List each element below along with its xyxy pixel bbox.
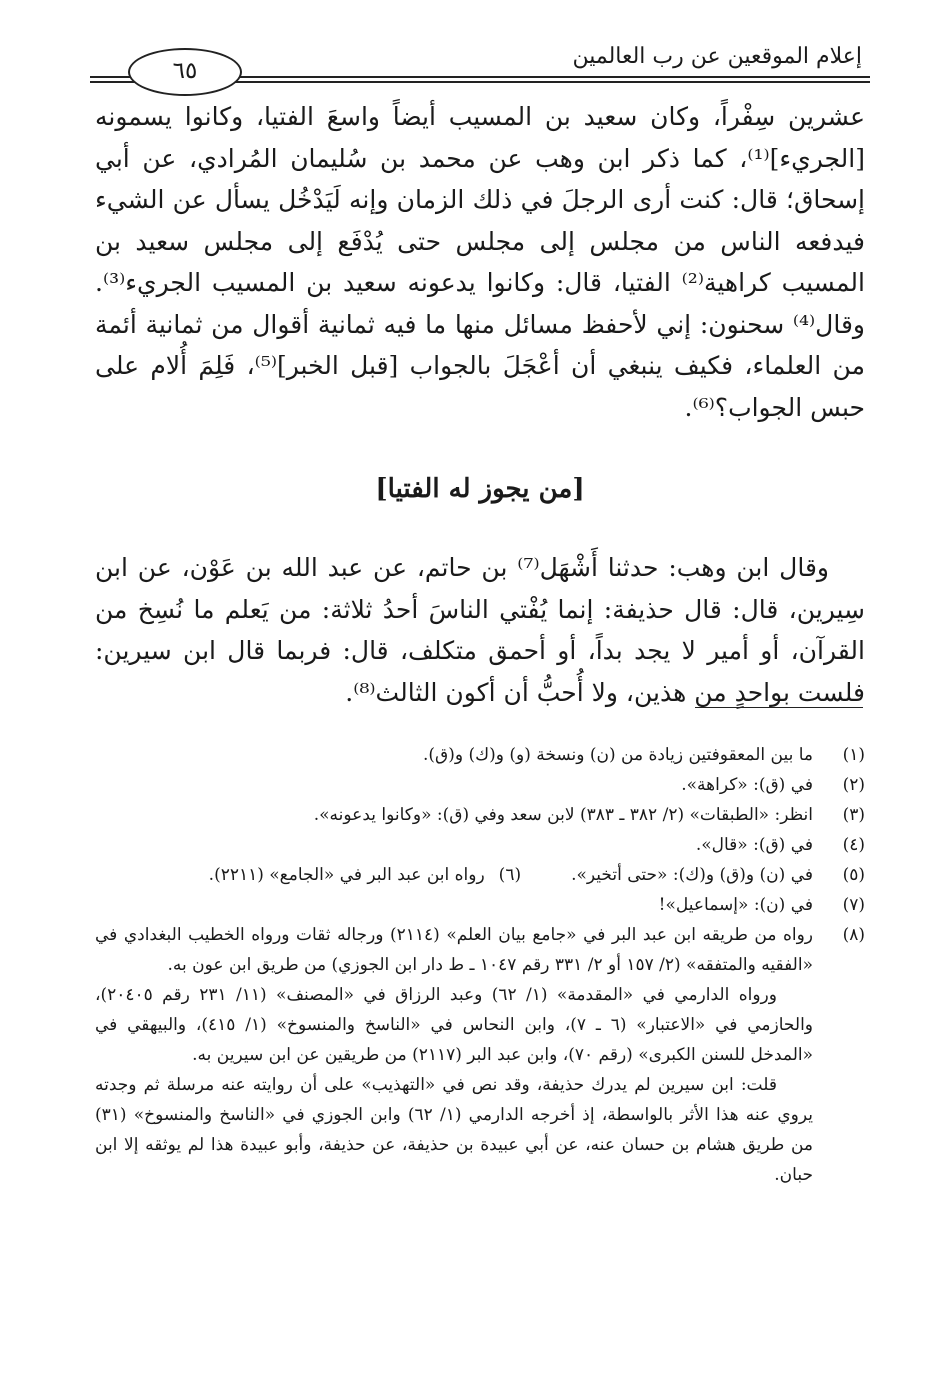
- page-header: [90, 38, 870, 88]
- footnote-continuation: [95, 980, 813, 1190]
- footnote-text: في (ق): «قال».: [695, 835, 813, 855]
- footnote: [95, 890, 865, 920]
- footnote-text: في (ن) و(ق) و(ك): «حتى أتخير».: [571, 865, 813, 885]
- section-heading: [من يجوز له الفتيا]: [375, 474, 585, 504]
- footnote-text: رواه من طريقه ابن عبد البر في «جامع بيان العلم» (٢١١٤) ورجاله ثقات ورواه الخطيب البغدادي في «الفقيه والمتفقه» (٢/ ١٥٧ أو ٢/ ٣٣١ رقم ١٠٤٧ ـ ط دار ابن الجوزي) من طريق ابن عون به.: [95, 925, 813, 975]
- footnote-text: انظر: «الطبقات» (٢/ ٣٨٢ ـ ٣٨٣) لابن سعد وفي (ق): «وكانوا يدعونه».: [313, 805, 813, 825]
- running-title: إعلام الموقعين عن رب العالمين: [572, 44, 862, 69]
- footnote-gap: [485, 860, 499, 890]
- body-paragraph: وقال ابن وهب: حدثنا أَشْهَل⁽⁷⁾ بن حاتم، عن عبد الله بن عَوْن، عن ابن سِيرين، قال: قال حذيفة: إنما يُفْتي الناسَ أحدُ ثلاثة: من يَعلم ما نُسِخ من القرآن، أو أمير لا يجد بداً، أو أحمق متكلف، قال: فربما قال ابن سيرين: فلست بواحدٍ من هذين، ولا أُحبُّ أن أكون الثالث⁽⁸⁾.: [95, 553, 865, 707]
- footnote: [95, 920, 865, 980]
- page-number: ٦٥: [172, 58, 198, 84]
- footnote-text: ما بين المعقوفتين زيادة من (ن) ونسخة (و) و(ك) و(ق).: [423, 745, 813, 765]
- footnote-gap: [521, 860, 571, 890]
- footnote: [95, 770, 865, 800]
- footnote: [95, 740, 865, 770]
- footnote: [95, 830, 865, 860]
- footnote-paragraph: ورواه الدارمي في «المقدمة» (١/ ٦٢) وعبد الرزاق في «المصنف» (١١/ ٢٣١ رقم ٢٠٤٠٥)، والحازمي في «الاعتبار» (٦ ـ ٧)، وابن النحاس في «الناسخ والمنسوخ» (١/ ٤١٥)، والبيهقي في «المدخل للسنن الكبرى» (رقم ٧٠)، وابن عبد البر (٢١١٧) من طريقين عن ابن سيرين به.: [95, 985, 814, 1065]
- footnote: [95, 860, 865, 890]
- footnote-paragraph: قلت: ابن سيرين لم يدرك حذيفة، وقد نص في «التهذيب» على أن روايته عنه مرسلة ثم وجدته يروي عنه هذا الأثر بالواسطة، إذ أخرجه الدارمي (١/ ٦٢) وابن الجوزي في «الناسخ والمنسوخ» (٣١) من طريق هشام بن حسان عنه، عن أبي عبيدة بن حذيفة، عن حذيفة، وأبو عبيدة هذا لم يوثقه إلا ابن حبان.: [95, 1075, 813, 1185]
- main-text-block: [95, 96, 865, 428]
- footnote-number: (٥): [842, 865, 865, 885]
- footnote-number: (٧): [842, 895, 865, 915]
- footnote-pair: [209, 860, 813, 890]
- body-paragraph: عشرين سِفْراً، وكان سعيد بن المسيب أيضاً واسعَ الفتيا، وكانوا يسمونه [الجريء]⁽¹⁾، كما ذكر ابن وهب عن محمد بن سُليمان المُرادي، عن أبي إسحاق؛ قال: كنت أرى الرجلَ في ذلك الزمان وإنه لَيَدْخُل يسأل عن الشيء فيدفعه الناس من مجلس إلى مجلس حتى يُدْفَع إلى مجلس سعيد بن المسيب كراهية⁽²⁾ الفتيا، قال: وكانوا يدعونه سعيد بن المسيب الجريء⁽³⁾. وقال⁽⁴⁾ سحنون: إني لأحفظ مسائل منها ما فيه ثمانية أقوال من ثمانية أئمة من العلماء، فكيف ينبغي أن أعْجَلَ بالجواب [قبل الخبر]⁽⁵⁾، فَلِمَ أُلام على حبس الجواب؟⁽⁶⁾.: [95, 102, 865, 422]
- footnotes: [95, 740, 865, 1190]
- footnote-number: (٣): [842, 805, 865, 825]
- footnote-number: (٦): [498, 865, 522, 885]
- footnote-text: رواه ابن عبد البر في «الجامع» (٢٢١١).: [208, 865, 485, 885]
- section-text-block: [95, 547, 865, 713]
- footnote: [95, 800, 865, 830]
- footnote-number: (٨): [842, 925, 865, 945]
- footnote-separator: [695, 707, 863, 708]
- footnote-number: (٤): [842, 835, 865, 855]
- footnote-text: في (ن): «إسماعيل»!: [658, 895, 813, 915]
- footnote-text: في (ق): «كراهة».: [681, 775, 813, 795]
- footnote-number: (١): [842, 745, 865, 765]
- footnote-number: (٢): [842, 775, 865, 795]
- page-number-frame: [128, 48, 242, 96]
